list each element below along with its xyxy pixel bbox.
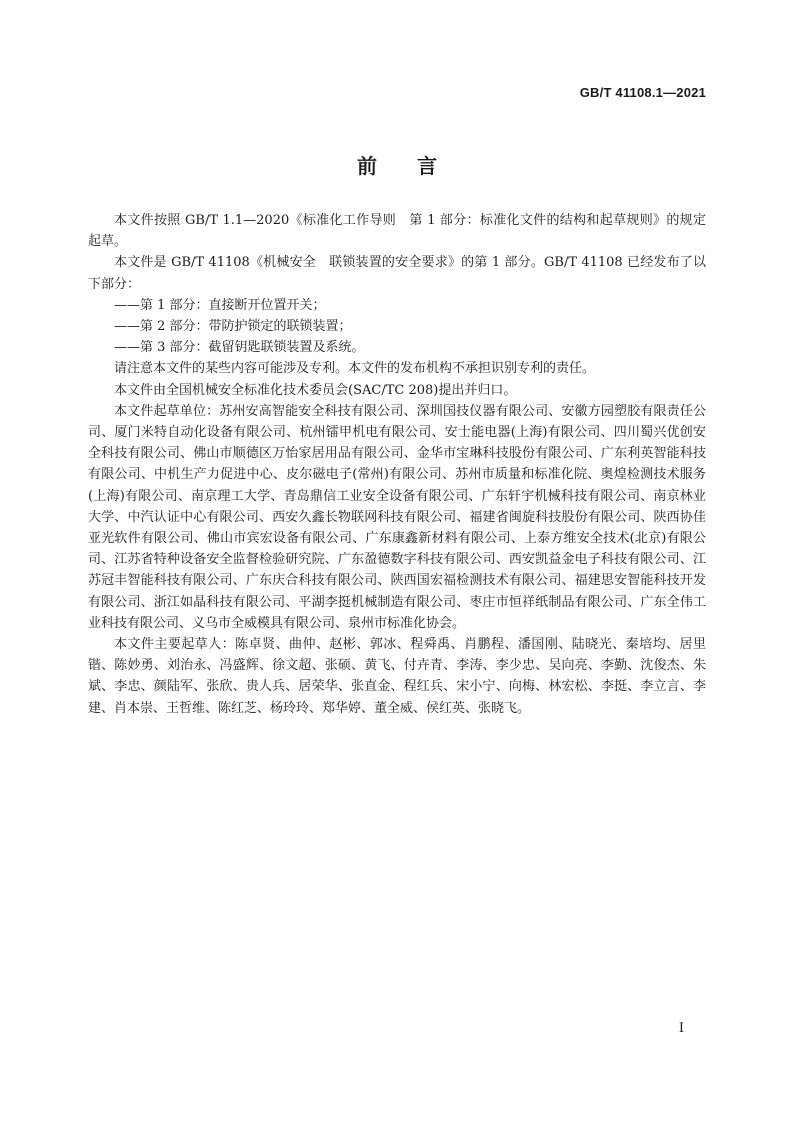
paragraph-patent-notice: 请注意本文件的某些内容可能涉及专利。本文件的发布机构不承担识别专利的责任。 bbox=[114, 361, 596, 377]
list-item-part-1: ——第 1 部分：直接断开位置开关； bbox=[114, 297, 326, 313]
paragraph-drafters: 本文件主要起草人：陈卓贤、曲仲、赵彬、郭冰、程舜禹、肖鹏程、潘国刚、陆晓光、秦培均、居里锴、陈妙勇、刘治永、冯盛辉、徐文超、张硕、黄飞、付卉青、李涛、李少忠、吴向亮、李勤、沈俊杰、朱斌、李忠、颜陆军、张欣、贵人兵、居荣华、张直金、程红兵、宋小宁、向梅、林宏松、李挺、李立言、李建、肖本崇、王哲维、陈红芝、杨玲玲、郑华婷、董全威、侯红英、张晓飞。 bbox=[88, 637, 706, 716]
list-item-part-2: ——第 2 部分：带防护锁定的联锁装置； bbox=[114, 319, 352, 335]
paragraph-series-parts: 本文件是 GB/T 41108《机械安全 联锁装置的安全要求》的第 1 部分。GB/T 41108 已经发布了以下部分： bbox=[88, 255, 706, 292]
paragraph-drafting-units: 本文件起草单位：苏州安高智能安全科技有限公司、深圳国技仪器有限公司、安徽方园塑胶有限责任公司、厦门米特自动化设备有限公司、杭州镭甲机电有限公司、安士能电器(上海)有限公司、四川蜀兴优创安全科技有限公司、佛山市顺德区万怡家居用品有限公司、金华市宝琳科技股份有限公司、广东利英智能科技有限公司、中机生产力促进中心、皮尔磁电子(常州)有限公司、苏州市质量和标准化院、奥煌检测技术服务(上海)有限公司、南京理工大学、青岛鼎信工业安全设备有限公司、广东轩宇机械科技有限公司、南京林业大学、中汽认证中心有限公司、西安久鑫长物联网科技有限公司、福建省闽旋科技股份有限公司、陕西协佳亚光软件有限公司、佛山市宾宏设备有限公司、广东康鑫新材料有限公司、上泰方维安全技术(北京)有限公司、江苏省特种设备安全监督检验研究院、广东盈德数字科技有限公司、西安凯益金电子科技有限公司、江苏冠丰智能科技有限公司、广东庆合科技有限公司、陕西国宏福检测技术有限公司、福建思安智能科技开发有限公司、浙江如晶科技有限公司、平湖李挺机械制造有限公司、枣庄市恒祥纸制品有限公司、广东全伟工业科技有限公司、义乌市全威模具有限公司、泉州市标准化协会。 bbox=[88, 403, 706, 631]
page-title bbox=[0, 150, 794, 179]
page-number: I bbox=[678, 1021, 684, 1036]
title-char-1: 前 bbox=[357, 154, 377, 178]
title-char-2: 言 bbox=[417, 154, 437, 178]
paragraph-committee: 本文件由全国机械安全标准化技术委员会(SAC/TC 208)提出并归口。 bbox=[114, 382, 517, 398]
list-item-part-3: ——第 3 部分：截留钥匙联锁装置及系统。 bbox=[114, 340, 365, 356]
foreword-body bbox=[88, 210, 706, 719]
document-code: GB/T 41108.1—2021 bbox=[579, 85, 706, 100]
paragraph-drafting-rules: 本文件按照 GB/T 1.1—2020《标准化工作导则 第 1 部分：标准化文件的结构和起草规则》的规定起草。 bbox=[88, 213, 706, 250]
